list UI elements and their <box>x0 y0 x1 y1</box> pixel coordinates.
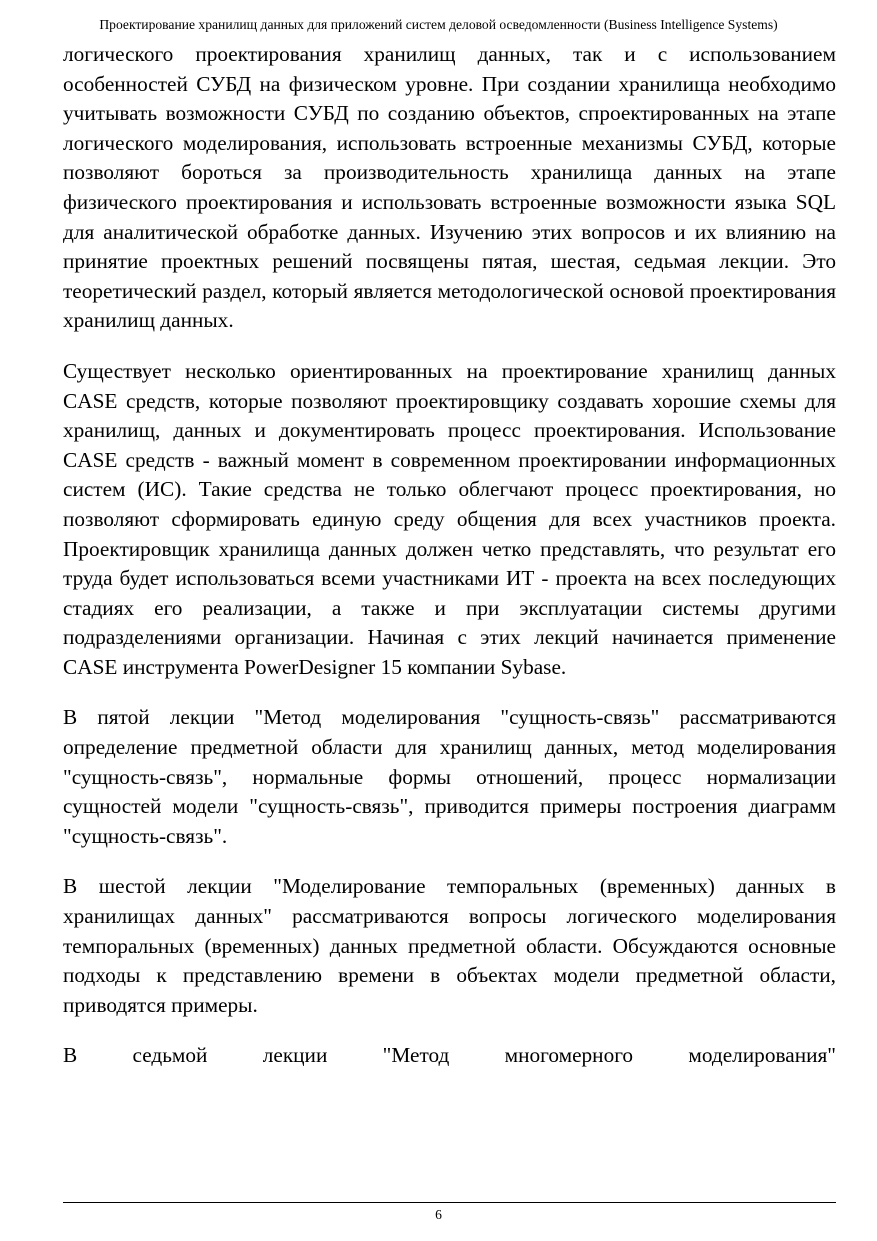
page-body <box>63 40 836 1071</box>
paragraph-lecture-five: В пятой лекции "Метод моделирования "сущность-связь" рассматриваются определение предметной области для хранилищ данных, метод моделирования "сущность-связь", нормальные формы отношений, процесс нормализации сущностей модели "сущность-связь", приводится примеры построения диаграмм "сущность-связь". <box>63 705 836 848</box>
page-number: 6 <box>435 1207 442 1222</box>
paragraph-lecture-six: В шестой лекции "Моделирование темпоральных (временных) данных в хранилищах данных" рассматриваются вопросы логического моделирования темпоральных (временных) данных предметной области. Обсуждаются основные подходы к представлению времени в объектах модели предметной области, приводятся примеры. <box>63 874 836 1017</box>
footer-divider <box>63 1202 836 1203</box>
paragraph-continued-design: логического проектирования хранилищ данных, так и с использованием особенностей СУБД на физическом уровне. При создании хранилища необходимо учитывать возможности СУБД по созданию объектов, спроектированных на этапе логического моделирования, использовать встроенные механизмы СУБД, которые позволяют бороться за производительность хранилища данных на этапе физического проектирования и использовать встроенные возможности языка SQL для аналитической обработке данных. Изучению этих вопросов и их влиянию на принятие проектных решений посвящены пятая, шестая, седьмая лекции. Это теоретический раздел, который является методологической основой проектирования хранилищ данных. <box>63 42 836 333</box>
paragraph-lecture-seven: В седьмой лекции "Метод многомерного моделирования" <box>63 1043 836 1068</box>
paragraph-case-tools: Существует несколько ориентированных на проектирование хранилищ данных CASE средств, которые позволяют проектировщику создавать хорошие схемы для хранилищ, данных и документировать процесс проектирования. Использование CASE средств - важный момент в современном проектировании информационных систем (ИС). Такие средства не только облегчают процесс проектирования, но позволяют сформировать единую среду общения для всех участников проекта. Проектировщик хранилища данных должен четко представлять, что результат его труда будет использоваться всеми участниками ИТ - проекта на всех последующих стадиях его реализации, а также и при эксплуатации системы другими подразделениями организации. Начиная с этих лекций начинается применение CASE инструмента PowerDesigner 15 компании Sybase. <box>63 358 836 679</box>
running-header: Проектирование хранилищ данных для приложений систем деловой осведомленности (Business Intelligence Systems) <box>99 17 778 32</box>
